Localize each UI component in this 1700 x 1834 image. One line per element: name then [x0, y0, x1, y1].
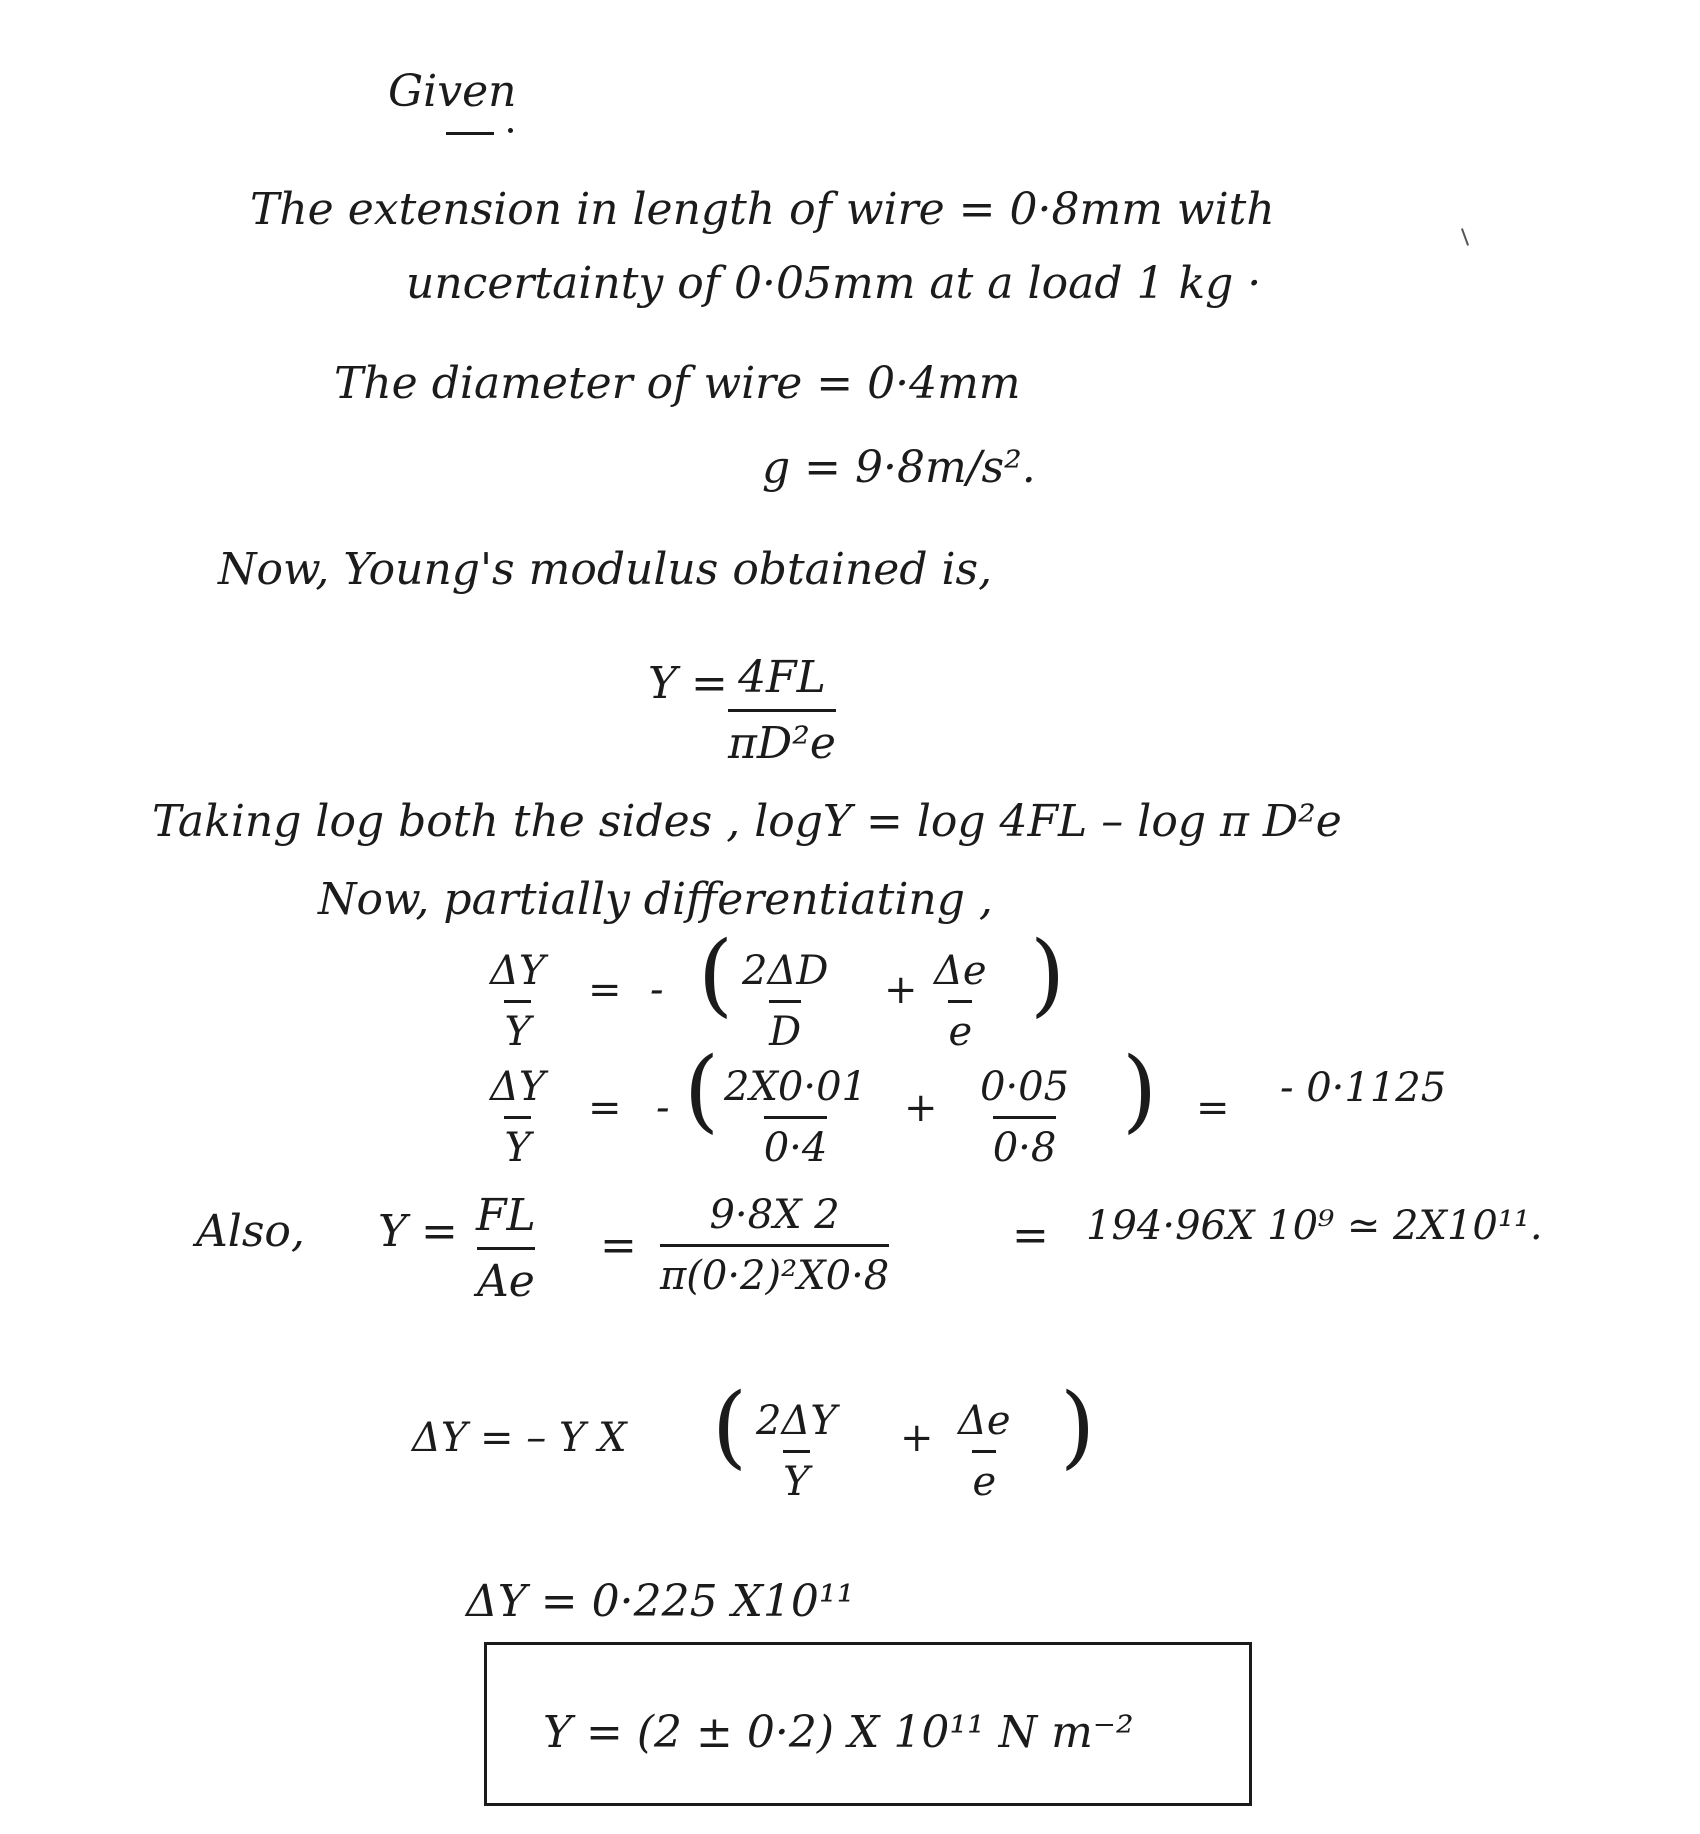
eq1-term2-fraction — [928, 948, 993, 1055]
eq4-term2-fraction — [952, 1398, 1017, 1505]
eq1-minus: - — [650, 967, 664, 1013]
eq2-equals: = — [588, 1085, 622, 1131]
eq2-minus: - — [656, 1085, 670, 1131]
eq4-lhs: ΔY = – Y X — [412, 1415, 627, 1461]
eq2-lhs-fraction — [484, 1064, 551, 1171]
eq3-fl-fraction — [470, 1190, 542, 1307]
eq2-equals-2: = — [1196, 1085, 1230, 1131]
line-taking-log: Taking log both the sides , logY = log 4FL – log π D²e — [152, 796, 1342, 847]
line-extension: The extension in length of wire = 0·8mm with — [250, 184, 1275, 235]
eq1-term2-num: Δe — [934, 948, 987, 994]
line-diameter: The diameter of wire = 0·4mm — [334, 358, 1021, 409]
eq1-term1-den: D — [769, 1000, 801, 1055]
eq2-term2-num: 0·05 — [980, 1064, 1070, 1110]
eq4-term1-num: 2ΔY — [756, 1398, 837, 1444]
eq3-numeric-num: 9·8X 2 — [709, 1192, 840, 1238]
eq3-fl-num: FL — [476, 1190, 536, 1241]
eq4-close-paren: ) — [1060, 1374, 1096, 1479]
eq3-also: Also, — [196, 1206, 305, 1257]
heading-underline — [446, 132, 494, 135]
eq3-equals-a: = — [600, 1220, 637, 1271]
eq1-equals: = — [588, 967, 622, 1013]
eq3-fl-den: Ae — [477, 1247, 535, 1307]
eq2-term1-fraction — [718, 1064, 873, 1171]
line-uncertainty: uncertainty of 0·05mm at a load 1 kg · — [406, 258, 1262, 309]
eq4-plus: + — [900, 1415, 934, 1461]
eq1-term1-fraction — [736, 948, 834, 1055]
eq2-result: - 0·1125 — [1280, 1065, 1447, 1111]
eq3-numeric-den: π(0·2)²X0·8 — [660, 1244, 889, 1299]
eq5-delta-y: ΔY = 0·225 X10¹¹ — [466, 1576, 855, 1627]
answer-box — [484, 1642, 1252, 1806]
eq1-plus: + — [884, 967, 918, 1013]
eq2-term1-den: 0·4 — [764, 1116, 828, 1171]
eq1-lhs-num: ΔY — [490, 948, 546, 994]
formula-y-lhs: Y = — [648, 658, 728, 709]
formula-y-denominator: πD²e — [728, 709, 836, 769]
eq3-result: 194·96X 10⁹ ≃ 2X10¹¹. — [1086, 1203, 1543, 1249]
eq1-lhs-fraction — [484, 948, 551, 1055]
eq4-term2-num: Δe — [958, 1398, 1011, 1444]
formula-y-fraction — [728, 652, 836, 769]
eq3-equals-b: = — [1012, 1210, 1049, 1261]
eq1-term2-den: e — [948, 1000, 972, 1055]
eq4-open-paren: ( — [712, 1374, 748, 1479]
eq1-open-paren: ( — [698, 922, 734, 1027]
eq4-term1-den: Y — [783, 1450, 809, 1505]
heading-given: Given — [388, 66, 517, 117]
line-partial: Now, partially differentiating , — [318, 874, 993, 925]
eq1-close-paren: ) — [1030, 922, 1066, 1027]
heading-dot — [508, 128, 513, 133]
stray-mark — [1461, 228, 1469, 246]
formula-y-numerator: 4FL — [738, 652, 826, 703]
eq4-term2-den: e — [972, 1450, 996, 1505]
eq3-lhs: Y = — [378, 1206, 458, 1257]
eq2-term2-den: 0·8 — [993, 1116, 1057, 1171]
eq2-term1-num: 2X0·01 — [724, 1064, 867, 1110]
eq4-term1-fraction — [750, 1398, 843, 1505]
eq1-term1-num: 2ΔD — [742, 948, 829, 994]
line-gravity: g = 9·8m/s². — [762, 442, 1036, 493]
eq2-plus: + — [904, 1085, 938, 1131]
eq2-term2-fraction — [974, 1064, 1075, 1171]
final-answer: Y = (2 ± 0·2) X 10¹¹ N m⁻² — [543, 1707, 1134, 1758]
eq1-lhs-den: Y — [504, 1000, 530, 1055]
eq2-open-paren: ( — [684, 1038, 720, 1143]
eq3-numeric-fraction — [660, 1192, 889, 1299]
line-youngs-intro: Now, Young's modulus obtained is, — [218, 544, 993, 595]
eq2-lhs-num: ΔY — [490, 1064, 546, 1110]
eq2-close-paren: ) — [1122, 1038, 1158, 1143]
eq2-lhs-den: Y — [504, 1116, 530, 1171]
